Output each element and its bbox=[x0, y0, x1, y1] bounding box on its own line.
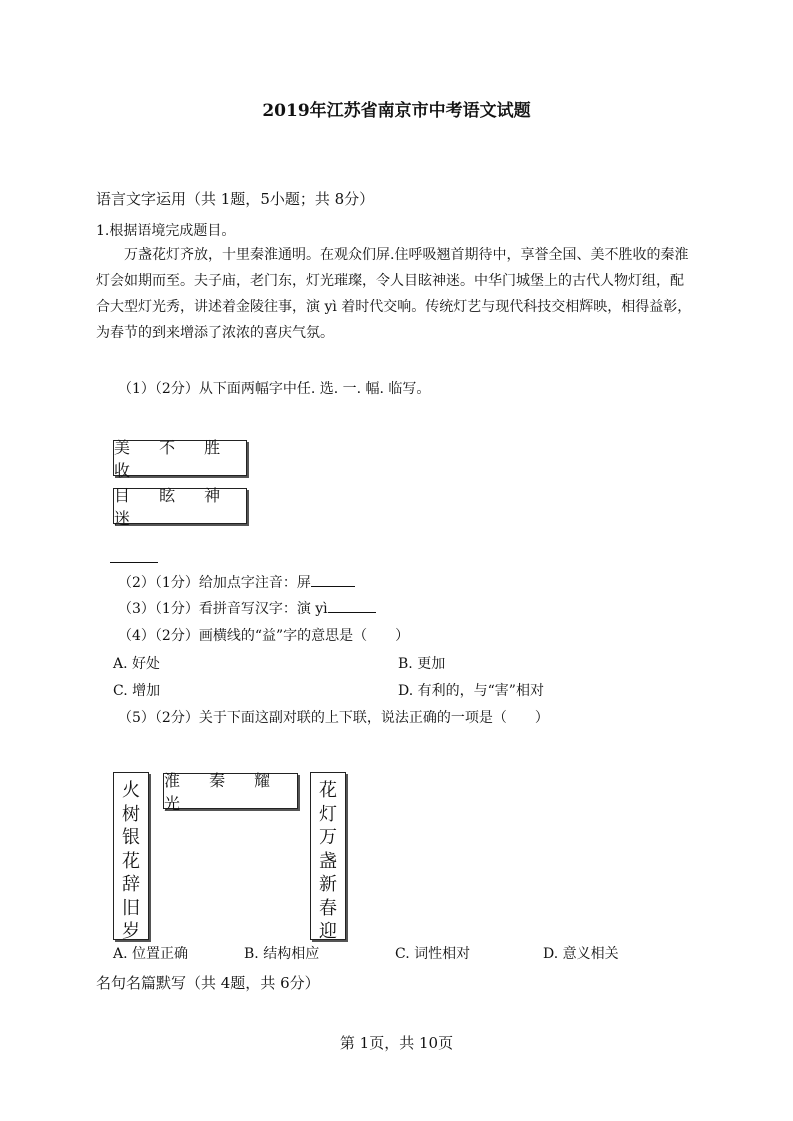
subquestion-2: （2）（1分）给加点字注音：屏 bbox=[118, 575, 311, 591]
couplet-char: 花 bbox=[319, 780, 337, 801]
calligraphy-box-2: 目 眩 神 迷 bbox=[113, 488, 247, 524]
couplet-char: 盏 bbox=[319, 850, 337, 872]
page-title: 2019年江苏省南京市中考语文试题 bbox=[262, 101, 531, 121]
couplet-char: 春 bbox=[319, 897, 337, 919]
couplet-char: 花 bbox=[122, 850, 140, 872]
answer-blank[interactable] bbox=[328, 612, 376, 613]
couplet-char: 银 bbox=[122, 827, 140, 848]
couplet-horizontal-scroll: 淮 秦 耀 光 bbox=[163, 773, 298, 809]
option-4a[interactable]: A. 好处 bbox=[113, 656, 161, 672]
subquestion-2-row bbox=[118, 572, 355, 592]
answer-blank[interactable] bbox=[311, 586, 355, 587]
answer-blank-line bbox=[110, 562, 158, 563]
couplet-char: 辞 bbox=[122, 874, 140, 895]
couplet-char: 树 bbox=[122, 803, 140, 825]
subquestion-4: （4）（2分）画横线的“益”字的意思是（ ） bbox=[118, 628, 410, 644]
option-4b[interactable]: B. 更加 bbox=[398, 656, 446, 672]
couplet-char: 万 bbox=[319, 827, 337, 848]
question-1-stem: 1.根据语境完成题目。 bbox=[96, 223, 236, 239]
option-4d[interactable]: D. 有利的，与“害”相对 bbox=[398, 683, 544, 699]
option-4c[interactable]: C. 增加 bbox=[113, 683, 161, 699]
section-heading-language-use: 语言文字运用（共 1题，5小题；共 8分） bbox=[96, 190, 375, 208]
section-heading-recitation: 名句名篇默写（共 4题，共 6分） bbox=[96, 974, 320, 992]
option-5d[interactable]: D. 意义相关 bbox=[543, 946, 619, 962]
option-5c[interactable]: C. 词性相对 bbox=[395, 946, 471, 962]
couplet-char: 火 bbox=[122, 780, 140, 801]
subquestion-1: （1）（2分）从下面两幅字中任. 选. 一. 幅. 临写。 bbox=[118, 381, 431, 397]
couplet-char: 新 bbox=[319, 874, 337, 895]
couplet-char: 灯 bbox=[319, 803, 337, 825]
couplet-right-scroll bbox=[310, 772, 346, 940]
calligraphy-box-1: 美 不 胜 收 bbox=[113, 440, 247, 476]
couplet-left-scroll bbox=[113, 772, 149, 940]
subquestion-5: （5）（2分）关于下面这副对联的上下联，说法正确的一项是（ ） bbox=[118, 710, 549, 726]
couplet-char: 旧 bbox=[122, 897, 140, 919]
option-5a[interactable]: A. 位置正确 bbox=[113, 946, 189, 962]
question-1-passage: 万盏花灯齐放，十里秦淮通明。在观众们屏.住呼吸翘首期待中，享誉全国、美不胜收的秦淮灯会如期而至。夫子庙，老门东，灯光璀璨，令人目眩神迷。中华门城堡上的古代人物灯组，配合大型灯光秀，讲述着金陵往事，演 yì 着时代交响。传统灯艺与现代科技交相辉映，相得益彰，为春节的到来增添了浓浓的喜庆气氛。 bbox=[96, 247, 692, 341]
option-5b[interactable]: B. 结构相应 bbox=[244, 946, 320, 962]
couplet-char: 迎 bbox=[319, 921, 337, 942]
subquestion-3-row bbox=[118, 598, 376, 618]
subquestion-3: （3）（1分）看拼音写汉字：演 yì bbox=[118, 601, 328, 617]
couplet-char: 岁 bbox=[122, 921, 140, 942]
page-footer: 第 1页，共 10页 bbox=[339, 1034, 454, 1052]
